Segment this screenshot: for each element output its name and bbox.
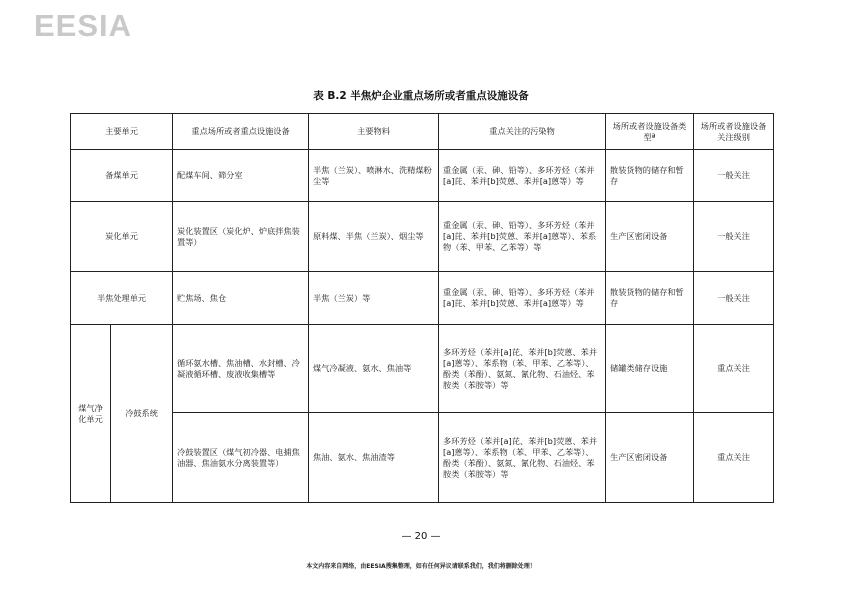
key-facilities-table bbox=[70, 113, 774, 503]
eesia-logo: EESIA bbox=[34, 8, 133, 43]
level-cell: 重点关注 bbox=[694, 413, 774, 503]
material-cell: 半焦（兰炭）等 bbox=[309, 272, 439, 325]
site-cell: 炭化装置区（炭化炉、炉底拌焦装置等） bbox=[173, 202, 309, 272]
table-row bbox=[71, 413, 774, 503]
gas-purification-unit-cell: 煤气净化单元 bbox=[71, 325, 111, 503]
site-cell: 贮焦场、焦仓 bbox=[173, 272, 309, 325]
type-cell: 散装货物的储存和暂存 bbox=[606, 272, 694, 325]
material-cell: 半焦（兰炭）、喷淋水、洗精煤粉尘等 bbox=[309, 150, 439, 202]
level-cell: 一般关注 bbox=[694, 272, 774, 325]
unit-cell: 备煤单元 bbox=[71, 150, 173, 202]
type-cell: 散装货物的储存和暂存 bbox=[606, 150, 694, 202]
level-cell: 重点关注 bbox=[694, 325, 774, 413]
material-cell: 煤气冷凝液、氨水、焦油等 bbox=[309, 325, 439, 413]
site-cell: 冷鼓装置区（煤气初冷器、电捕焦油器、焦油氨水分离装置等） bbox=[173, 413, 309, 503]
page-number: — 20 — bbox=[401, 531, 441, 542]
pollutant-cell: 重金属（汞、砷、铅等）、多环芳烃（苯并[a]芘、苯并[b]荧蒽、苯并[a]蒽等）等 bbox=[439, 150, 606, 202]
pollutant-cell: 重金属（汞、砷、铅等）、多环芳烃（苯并[a]芘、苯并[b]荧蒽、苯并[a]蒽等）等 bbox=[439, 272, 606, 325]
header-pollutant: 重点关注的污染物 bbox=[439, 114, 606, 150]
type-cell: 生产区密闭设备 bbox=[606, 413, 694, 503]
unit-cell: 炭化单元 bbox=[71, 202, 173, 272]
level-cell: 一般关注 bbox=[694, 202, 774, 272]
subunit-cell: 冷鼓系统 bbox=[111, 325, 173, 503]
site-cell: 配煤车间、筛分室 bbox=[173, 150, 309, 202]
table-row bbox=[71, 150, 774, 202]
table-row bbox=[71, 202, 774, 272]
header-site: 重点场所或者重点设施设备 bbox=[173, 114, 309, 150]
table-row bbox=[71, 325, 774, 413]
header-row bbox=[71, 114, 774, 150]
pollutant-cell: 重金属（汞、砷、铅等）、多环芳烃（苯并[a]芘、苯并[b]荧蒽、苯并[a]蒽等）、苯系物（苯、甲苯、乙苯等）等 bbox=[439, 202, 606, 272]
footer-note: 本文内容来自网络，由EESIA搜集整理，如有任何异议请联系我们，我们将删除处理！ bbox=[306, 563, 536, 570]
unit-cell: 半焦处理单元 bbox=[71, 272, 173, 325]
header-level: 场所或者设施设备关注级别 bbox=[694, 114, 774, 150]
pollutant-cell: 多环芳烃（苯并[a]芘、苯并[b]荧蒽、苯并[a]蒽等）、苯系物（苯、甲苯、乙苯等）、酚类（苯酚）、氨氮、氰化物、石油烃、苯胺类（苯胺等）等 bbox=[439, 413, 606, 503]
material-cell: 焦油、氨水、焦油渣等 bbox=[309, 413, 439, 503]
table-caption: 表 B.2 半焦炉企业重点场所或者重点设施设备 bbox=[313, 90, 529, 102]
type-cell: 生产区密闭设备 bbox=[606, 202, 694, 272]
header-unit: 主要单元 bbox=[71, 114, 173, 150]
header-type: 场所或者设施设备类型ª bbox=[606, 114, 694, 150]
level-cell: 一般关注 bbox=[694, 150, 774, 202]
site-cell: 循环氨水槽、焦油槽、水封槽、冷凝液循环槽、废液收集槽等 bbox=[173, 325, 309, 413]
header-material: 主要物料 bbox=[309, 114, 439, 150]
table-row bbox=[71, 272, 774, 325]
pollutant-cell: 多环芳烃（苯并[a]芘、苯并[b]荧蒽、苯并[a]蒽等）、苯系物（苯、甲苯、乙苯等）、酚类（苯酚）、氨氮、氰化物、石油烃、苯胺类（苯胺等）等 bbox=[439, 325, 606, 413]
type-cell: 储罐类储存设施 bbox=[606, 325, 694, 413]
material-cell: 原料煤、半焦（兰炭）、烟尘等 bbox=[309, 202, 439, 272]
